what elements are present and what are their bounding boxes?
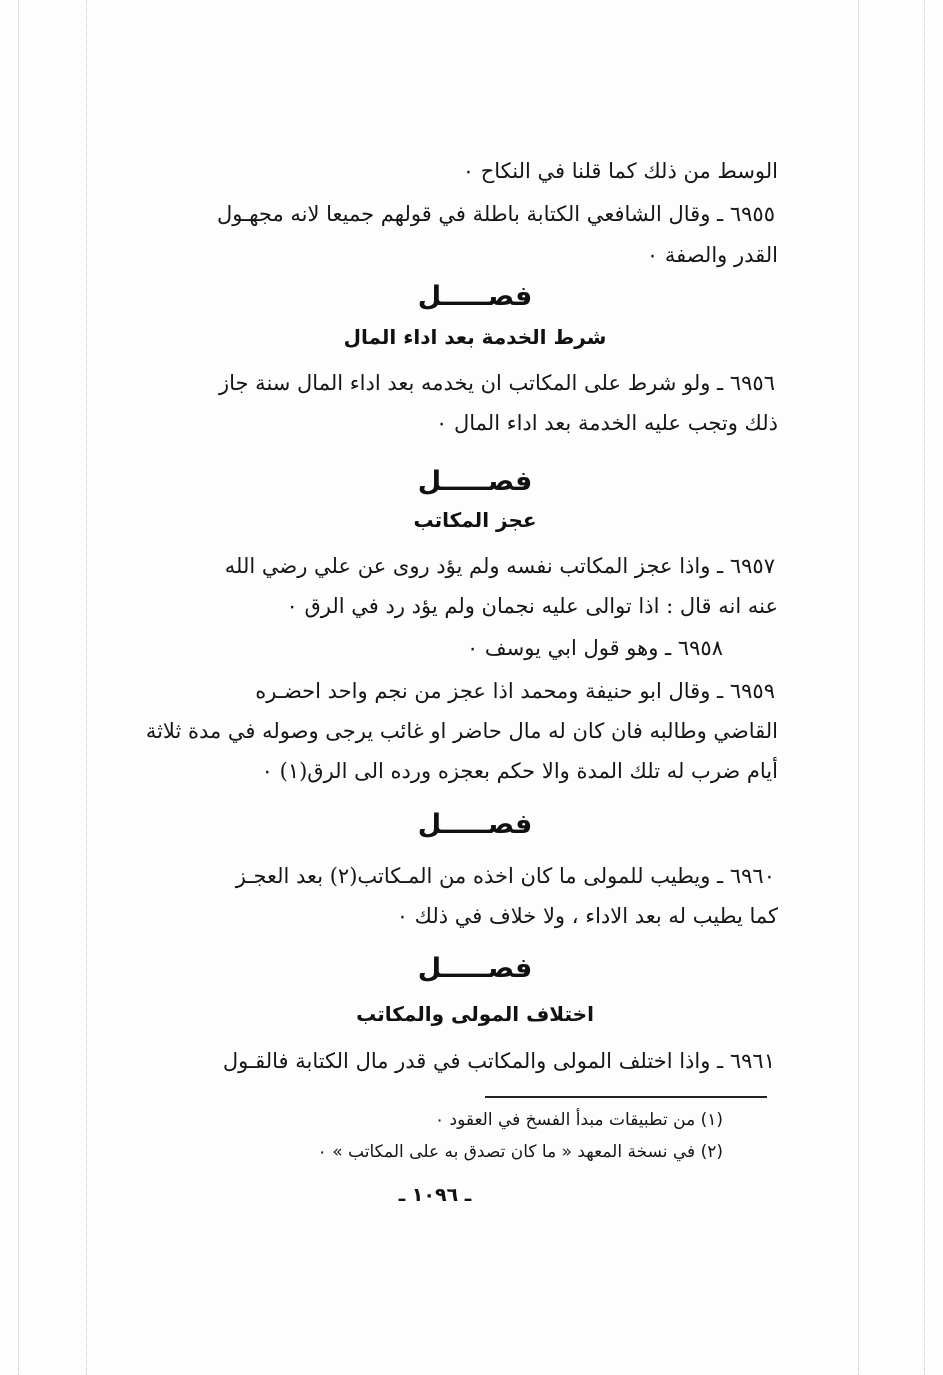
text-line-13: كما يطيب له بعد الاداء ، ولا خلاف في ذلك ٠: [396, 904, 778, 928]
page-edge-right: [924, 0, 925, 1375]
section-subtitle-3: اختلاف المولى والمكاتب: [356, 1002, 594, 1026]
text-line-11: أيام ضرب له تلك المدة والا حكم بعجزه ورده الى الرق(١) ٠: [261, 759, 778, 783]
page-number: ـ ١٠٩٦ ـ: [398, 1184, 472, 1206]
text-line-8: ٦٩٥٨ ـ وهو قول ابي يوسف ٠: [466, 636, 723, 660]
text-line-12: ٦٩٦٠ ـ ويطيب للمولى ما كان اخذه من المـكاتب(٢) بعد العجـز: [235, 864, 775, 888]
section-heading-2: فصـــــل: [417, 466, 533, 497]
text-line-6: ٦٩٥٧ ـ واذا عجز المكاتب نفسه ولم يؤد روى عن علي رضي الله: [224, 554, 775, 578]
section-heading-3: فصـــــل: [417, 809, 533, 840]
page-edge-right-inner: [858, 0, 859, 1375]
page-edge-left: [18, 0, 19, 1375]
text-line-10: القاضي وطالبه فان كان له مال حاضر او غائب يرجى وصوله في مدة ثلاثة: [145, 719, 778, 743]
text-line-1: الوسط من ذلك كما قلنا في النكاح ٠: [462, 159, 778, 183]
footnote-2: (٢) في نسخة المعهد « ما كان تصدق به على المكاتب » ٠: [317, 1142, 723, 1162]
text-line-3: القدر والصفة ٠: [646, 243, 778, 267]
text-line-14: ٦٩٦١ ـ واذا اختلف المولى والمكاتب في قدر مال الكتابة فالقـول: [222, 1049, 775, 1073]
footnote-1: (١) من تطبيقات مبدأ الفسخ في العقود ٠: [434, 1110, 723, 1130]
text-line-5: ذلك وتجب عليه الخدمة بعد اداء المال ٠: [436, 411, 778, 435]
section-subtitle-1: شرط الخدمة بعد اداء المال: [343, 325, 607, 349]
text-line-7: عنه انه قال : اذا توالى عليه نجمان ولم يؤد رد في الرق ٠: [286, 594, 778, 618]
text-line-2: ٦٩٥٥ ـ وقال الشافعي الكتابة باطلة في قولهم جميعا لانه مجهـول: [216, 202, 775, 226]
section-subtitle-2: عجز المكاتب: [413, 508, 537, 532]
text-line-9: ٦٩٥٩ ـ وقال ابو حنيفة ومحمد اذا عجز من نجم واحد احضـره: [255, 679, 775, 703]
text-line-4: ٦٩٥٦ ـ ولو شرط على المكاتب ان يخدمه بعد اداء المال سنة جاز: [218, 371, 775, 395]
footnote-separator: [485, 1096, 767, 1098]
page-edge-left-inner: [86, 0, 87, 1375]
section-heading-4: فصـــــل: [417, 953, 533, 984]
section-heading-1: فصـــــل: [417, 281, 533, 312]
